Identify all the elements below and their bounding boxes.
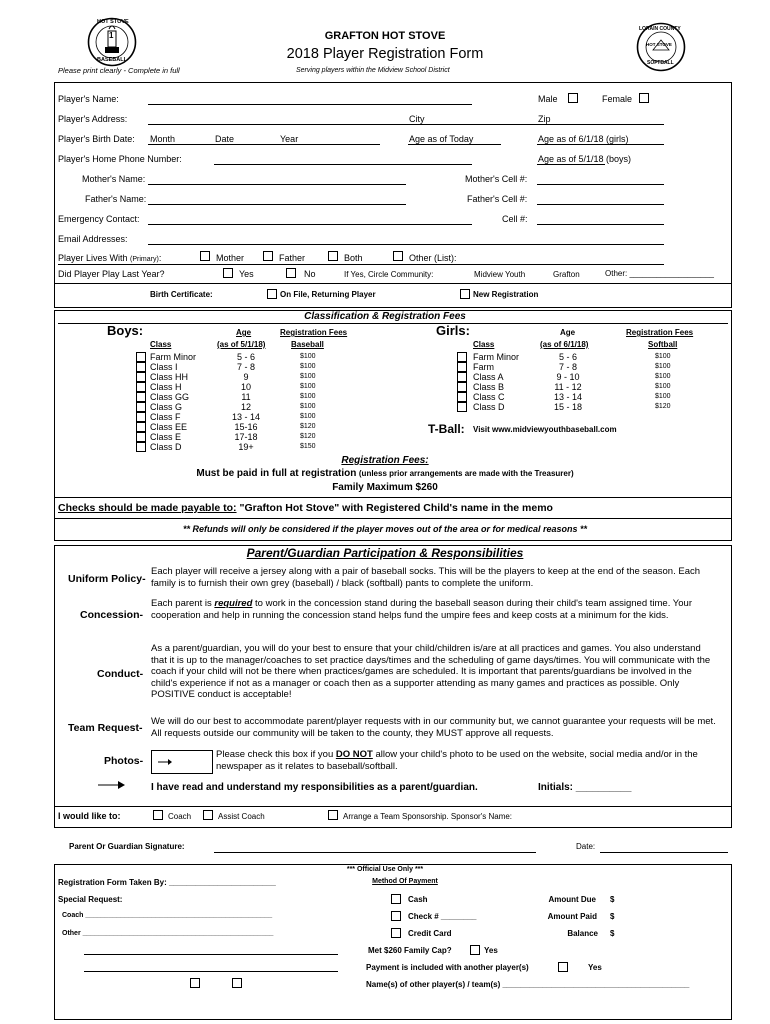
boys-class-fee: $100 (300, 363, 316, 370)
photos-text (216, 749, 726, 772)
amount-due-dollar[interactable]: $ (610, 895, 615, 904)
address-field[interactable] (148, 124, 664, 125)
concession-label: Concession- (80, 609, 144, 621)
girls-class-name: Class B (473, 382, 505, 392)
boys-fees-header: Registration Fees (280, 328, 348, 337)
boys-class-checkbox[interactable] (136, 392, 146, 402)
boys-class-age: 9 (243, 372, 249, 382)
boys-class-fee: $100 (300, 403, 316, 410)
sponsorship-label: Arrange a Team Sponsorship. Sponsor's Name: (343, 812, 513, 821)
played-last-year-label: Did Player Play Last Year? (58, 269, 165, 279)
on-file-label: On File, Returning Player (280, 290, 376, 299)
home-phone-field[interactable] (214, 164, 472, 165)
signature-date-field[interactable] (600, 852, 728, 853)
girls-class-fee: $100 (655, 353, 671, 360)
male-label: Male (538, 94, 558, 104)
official-box (54, 864, 732, 1020)
lives-with-underline (58, 264, 664, 265)
official-other-field[interactable]: Other _________________________________________________ (62, 930, 274, 937)
would-like-rule (54, 806, 732, 807)
date-label: Date (215, 134, 235, 144)
boys-class-header: Class (150, 340, 172, 349)
check-label[interactable]: Check # ________ (408, 912, 477, 921)
print-note: Please print clearly - Complete in full (58, 66, 180, 75)
boys-class-checkbox[interactable] (136, 432, 146, 442)
boys-class-checkbox[interactable] (136, 362, 146, 372)
boys-class-name: Class D (150, 442, 182, 452)
tball-label: T-Ball: (428, 422, 465, 436)
year-label: Year (280, 134, 299, 144)
form-org-title: GRAFTON HOT STOVE (324, 30, 446, 42)
circle-community-label: If Yes, Circle Community: (344, 270, 434, 279)
concession-pre: Each parent is (151, 598, 215, 609)
male-checkbox[interactable] (568, 93, 578, 103)
credit-card-checkbox[interactable] (391, 928, 401, 938)
special-request-label: Special Request: (58, 895, 123, 904)
assist-coach-label: Assist Coach (218, 812, 265, 821)
read-arrow-icon (98, 780, 126, 792)
team-request-label: Team Request- (68, 722, 143, 734)
girls-class-fee: $100 (655, 383, 671, 390)
photos-post: allow your child's photo to be used on the website, social media and/or in the newspaper as it relates to baseball/softball. (216, 749, 698, 772)
method-of-payment: Method Of Payment (372, 878, 438, 885)
left-logo-bottom-text: BASEBALL (97, 57, 127, 63)
girls-class-fee: $100 (655, 363, 671, 370)
email-label: Email Addresses: (58, 234, 128, 244)
boys-class-checkbox[interactable] (136, 382, 146, 392)
boys-class-fee: $100 (300, 393, 316, 400)
lives-father-checkbox[interactable] (263, 251, 273, 261)
address-label: Player's Address: (58, 114, 128, 124)
photos-do-not: DO NOT (335, 749, 373, 760)
email-field[interactable] (148, 244, 664, 245)
serving-note: Serving players within the Midview School District (296, 67, 450, 74)
coach-checkbox[interactable] (153, 810, 163, 820)
lives-both-checkbox[interactable] (328, 251, 338, 261)
emergency-contact-label: Emergency Contact: (58, 214, 140, 224)
would-like-label: I would like to: (58, 811, 121, 821)
birth-date-label: Player's Birth Date: (58, 134, 135, 144)
reg-fees-title: Registration Fees: (341, 455, 429, 466)
concession-post: to work in the concession stand during the baseball season during their child's team assigned time. Your cooperation and help in running the concession stand helps fund the umpire fees and keep costs at a minimum for the kids. (151, 598, 692, 621)
lives-with-primary: (Primary) (130, 256, 159, 263)
lives-other-label: Other (List): (409, 253, 457, 263)
arrow-right-icon (152, 751, 212, 773)
signature-date-label: Date: (576, 842, 596, 851)
girls-class-fee: $100 (655, 393, 671, 400)
amount-paid-label: Amount Paid (547, 912, 597, 921)
boys-class-age: 7 - 8 (236, 362, 255, 372)
conduct-label: Conduct- (97, 668, 144, 680)
boys-class-checkbox[interactable] (136, 412, 146, 422)
girls-class-age: 9 - 10 (556, 372, 580, 382)
boys-class-name: Class I (150, 362, 178, 372)
girls-class-checkbox[interactable] (457, 382, 467, 392)
girls-class-age: 15 - 18 (553, 402, 583, 412)
played-yes-label: Yes (239, 269, 254, 279)
boys-class-fee: $100 (300, 353, 316, 360)
coach-label: Coach (168, 812, 192, 821)
new-registration-label: New Registration (473, 290, 539, 299)
girls-age-header: Age (560, 328, 576, 337)
official-coach-field[interactable]: Coach ________________________________________________ (62, 912, 273, 919)
amount-paid-dollar[interactable]: $ (610, 912, 615, 921)
signature-field[interactable] (214, 852, 536, 853)
amount-due-label: Amount Due (548, 895, 596, 904)
checks-rule-top (54, 497, 732, 498)
girls-fees-header-2: Softball (648, 340, 678, 349)
girls-class-checkbox[interactable] (457, 362, 467, 372)
boys-class-name: Class F (150, 412, 181, 422)
page-title: 2018 Player Registration Form (286, 46, 484, 62)
right-logo-top-text: LORAIN COUNTY (639, 26, 681, 32)
girls-class-age: 5 - 6 (558, 352, 577, 362)
boys-class-checkbox[interactable] (136, 422, 146, 432)
girls-class-fee: $100 (655, 373, 671, 380)
mother-name-field[interactable] (148, 184, 406, 185)
age-today-label: Age as of Today (409, 134, 474, 144)
girls-class-name: Farm Minor (473, 352, 520, 362)
concession-text (151, 598, 721, 621)
girls-class-checkbox[interactable] (457, 402, 467, 412)
lives-with-colon: : (158, 253, 162, 263)
read-understand-text: I have read and understand my responsibilities as a parent/guardian. (151, 782, 478, 793)
met-cap-checkbox[interactable] (470, 945, 480, 955)
boys-class-checkbox[interactable] (136, 442, 146, 452)
official-extra-line-1[interactable] (84, 954, 338, 955)
boys-class-fee: $120 (300, 433, 316, 440)
right-logo-bottom-text: SOFTBALL (647, 60, 674, 66)
emergency-cell-label: Cell #: (502, 214, 528, 224)
right-logo-mid-text: HOT STOVE (646, 42, 672, 47)
father-name-label: Father's Name: (85, 194, 147, 204)
classification-title-rule (58, 323, 728, 324)
on-file-checkbox[interactable] (267, 289, 277, 299)
met-cap-yes: Yes (484, 946, 498, 955)
female-label: Female (602, 94, 633, 104)
lives-both-label: Both (344, 253, 363, 263)
boys-class-age: 12 (240, 402, 251, 412)
father-name-field[interactable] (148, 204, 406, 205)
girls-heading: Girls: (436, 323, 470, 338)
boys-class-name: Class E (150, 432, 182, 442)
concession-required: required (214, 598, 253, 609)
lives-with-text: Player Lives With (58, 253, 128, 263)
emergency-contact-field[interactable] (148, 224, 472, 225)
new-registration-checkbox[interactable] (460, 289, 470, 299)
girls-class-age: 7 - 8 (558, 362, 577, 372)
boys-class-name: Class EE (150, 422, 188, 432)
emergency-cell-field[interactable] (537, 224, 664, 225)
photos-label: Photos- (104, 755, 144, 767)
boys-class-name: Class GG (150, 392, 190, 402)
girls-class-name: Class C (473, 392, 505, 402)
team-request-text: We will do our best to accommodate parent/player requests with in our community but, we cannot guarantee your requests will be met. All requests outside our community will be taken to the county, they MUST approve all requests. (151, 716, 716, 739)
assist-coach-checkbox[interactable] (203, 810, 213, 820)
boys-class-checkbox[interactable] (136, 352, 146, 362)
birth-date-field[interactable] (148, 144, 380, 145)
player-name-field[interactable] (148, 104, 472, 105)
checks-payable-label: Checks should be made payable to: (58, 502, 237, 514)
played-yes-checkbox[interactable] (223, 268, 233, 278)
boys-class-age: 17-18 (234, 432, 258, 442)
cash-checkbox[interactable] (391, 894, 401, 904)
boys-age-header-2: (as of 5/1/18) (217, 340, 266, 349)
boys-class-name: Farm Minor (150, 352, 197, 362)
age-boys-label: Age as of 5/1/18 (boys) (538, 154, 632, 164)
tball-link[interactable]: Visit www.midviewyouthbaseball.com (473, 425, 617, 434)
boys-class-fee: $100 (300, 413, 316, 420)
girls-age-header-2: (as of 6/1/18) (540, 340, 589, 349)
month-label: Month (150, 134, 176, 144)
boys-class-name: Class H (150, 382, 182, 392)
left-logo-number: 1 (109, 31, 114, 40)
included-yes: Yes (588, 963, 602, 972)
left-logo-top-text: HOT STOVE (97, 19, 129, 25)
played-no-label: No (304, 269, 316, 279)
official-extra-line-2[interactable] (84, 971, 338, 972)
lives-mother-checkbox[interactable] (200, 251, 210, 261)
photos-pre: Please check this box if you (216, 749, 336, 760)
official-checkbox-1[interactable] (190, 978, 200, 988)
refunds-note: ** Refunds will only be considered if the player moves out of the area or for medical reasons ** (182, 524, 588, 534)
age-girls-field[interactable] (537, 144, 664, 145)
community-midview[interactable]: Midview Youth (474, 270, 526, 279)
lives-father-label: Father (279, 253, 306, 263)
conduct-text: As a parent/guardian, you will do your best to ensure that your child/children is/are at all practices and games. You also understand that it is up to the manager/coaches to set practice days/times and the scheduling of game days/times. You will communicate with the coach if your child will not be there when practices/games are scheduled. It is important that parents/guardians be involved in the child's experience if not as a manager or coach then as a supporter attending as many games and practices as possible. Only POSITIVE conduct is acceptable! (151, 643, 711, 700)
boys-class-age: 19+ (238, 442, 254, 452)
checks-rule-bottom (54, 518, 732, 519)
boys-class-fee: $150 (300, 443, 316, 450)
official-checkbox-2[interactable] (232, 978, 242, 988)
reg-fees-line-1 (90, 468, 680, 479)
home-phone-label: Player's Home Phone Number: (58, 154, 182, 164)
girls-class-checkbox[interactable] (457, 372, 467, 382)
cash-label: Cash (408, 895, 428, 904)
lives-other-checkbox[interactable] (393, 251, 403, 261)
girls-class-header: Class (473, 340, 495, 349)
played-no-checkbox[interactable] (286, 268, 296, 278)
signature-label: Parent Or Guardian Signature: (69, 842, 185, 851)
boys-age-header: Age (236, 328, 252, 337)
boys-class-fee: $120 (300, 423, 316, 430)
boys-class-age: 5 - 6 (236, 352, 255, 362)
mother-name-label: Mother's Name: (82, 174, 146, 184)
birth-cert-label: Birth Certificate: (150, 290, 213, 299)
mother-cell-field[interactable] (537, 184, 664, 185)
boys-class-fee: $100 (300, 373, 316, 380)
community-other[interactable]: Other: ___________________ (605, 269, 714, 278)
checks-payable (58, 502, 553, 514)
parent-title: Parent/Guardian Participation & Responsibilities (246, 546, 524, 560)
uniform-policy-text: Each player will receive a jersey along with a pair of baseball socks. This will be the players to keep at the end of the season. Each family is to furnish their own grey (baseball) / black (softball) pants to complete the uniform. (151, 566, 701, 589)
photos-checkbox[interactable] (151, 750, 213, 774)
other-players-field[interactable]: Name(s) of other player(s) / team(s) __________________________________________ (366, 980, 690, 989)
boys-class-age: 11 (241, 392, 251, 402)
included-label: Payment is included with another player(s) (366, 963, 529, 972)
age-today-field[interactable] (408, 144, 501, 145)
balance-label: Balance (567, 929, 598, 938)
community-grafton[interactable]: Grafton (553, 270, 580, 279)
official-title: *** Official Use Only *** (346, 866, 424, 873)
girls-fees-header: Registration Fees (626, 328, 694, 337)
lives-mother-label: Mother (216, 253, 245, 263)
player-name-label: Player's Name: (58, 94, 119, 104)
met-cap-label: Met $260 Family Cap? (368, 946, 452, 955)
girls-class-name: Class D (473, 402, 505, 412)
zip-label: Zip (538, 114, 551, 124)
taken-by-label[interactable]: Registration Form Taken By: ________________________ (58, 878, 276, 887)
boys-class-name: Class HH (150, 372, 189, 382)
age-girls-label: Age as of 6/1/18 (girls) (538, 134, 629, 144)
credit-card-label: Credit Card (408, 929, 452, 938)
divider-birth-cert (54, 283, 732, 284)
sponsorship-checkbox[interactable] (328, 810, 338, 820)
included-checkbox[interactable] (558, 962, 568, 972)
father-cell-field[interactable] (537, 204, 664, 205)
boys-fees-header-2: Baseball (291, 340, 324, 349)
age-boys-field[interactable] (537, 164, 605, 165)
mother-cell-label: Mother's Cell #: (465, 174, 528, 184)
checks-payable-text: "Grafton Hot Stove" with Registered Child's name in the memo (239, 502, 553, 514)
girls-class-fee: $120 (655, 403, 671, 410)
reg-fees-note: (unless prior arrangements are made with the Treasurer) (358, 469, 574, 478)
city-label: City (409, 114, 425, 124)
boys-class-checkbox[interactable] (136, 372, 146, 382)
family-max: Family Maximum $260 (332, 482, 438, 493)
girls-class-checkbox[interactable] (457, 392, 467, 402)
female-checkbox[interactable] (639, 93, 649, 103)
balance-dollar[interactable]: $ (610, 929, 615, 938)
reg-fees-main: Must be paid in full at registration (196, 468, 357, 479)
initials-label[interactable]: Initials: __________ (538, 782, 632, 793)
uniform-policy-label: Uniform Policy- (68, 573, 146, 585)
girls-class-name: Farm (473, 362, 494, 372)
lives-with-label (58, 253, 161, 263)
boys-class-fee: $100 (300, 383, 316, 390)
father-cell-label: Father's Cell #: (467, 194, 528, 204)
classification-title: Classification & Registration Fees (304, 311, 466, 322)
girls-class-age: 11 - 12 (554, 382, 582, 392)
girls-class-age: 13 - 14 (553, 392, 583, 402)
boys-class-age: 10 (240, 382, 251, 392)
boys-class-age: 13 - 14 (231, 412, 261, 422)
boys-heading: Boys: (107, 323, 144, 338)
girls-class-checkbox[interactable] (457, 352, 467, 362)
boys-class-name: Class G (150, 402, 183, 412)
check-checkbox[interactable] (391, 911, 401, 921)
boys-class-age: 15-16 (234, 422, 258, 432)
boys-class-checkbox[interactable] (136, 402, 146, 412)
girls-class-name: Class A (473, 372, 504, 382)
